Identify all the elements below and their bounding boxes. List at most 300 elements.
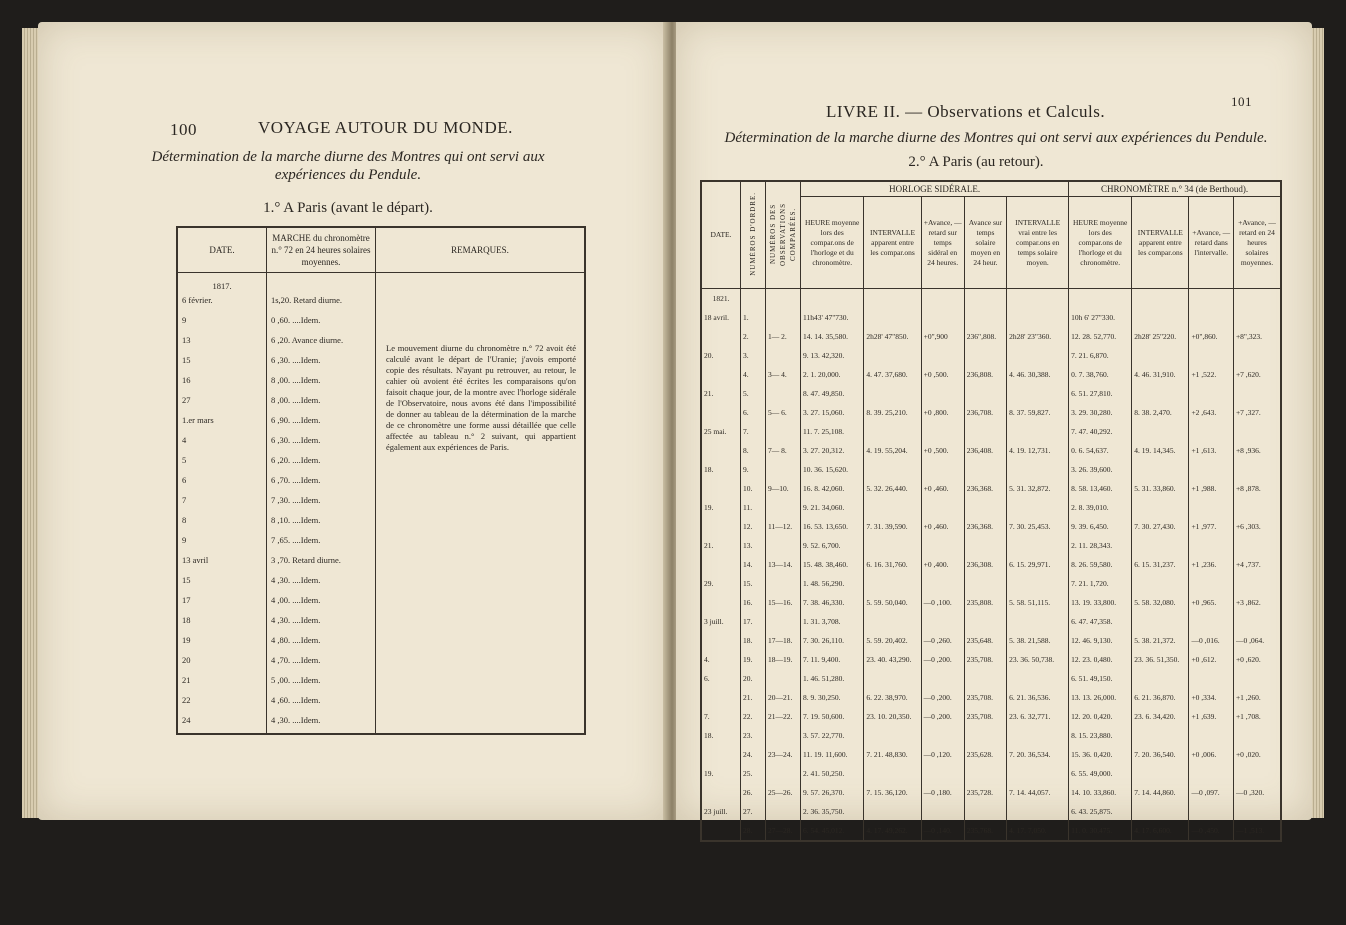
cell-ic <box>1132 308 1189 327</box>
cell-heure: 9. 13. 42,320. <box>801 346 864 365</box>
cell-n1: 6. <box>741 403 766 422</box>
cell-av: —0 ,140. <box>921 821 964 841</box>
cell-heure: 9. 21. 34,060. <box>801 498 864 517</box>
row-marche: 4 ,00. ....Idem. <box>267 593 376 613</box>
row-date: 9 <box>177 313 267 333</box>
cell-ac <box>1189 346 1234 365</box>
table-row <box>701 707 1281 726</box>
cell-hc: 8. 58. 13,460. <box>1069 479 1132 498</box>
cell-interv <box>864 346 921 365</box>
cell-n2: 20—21. <box>766 688 801 707</box>
cell-avm: 236,708. <box>964 403 1006 422</box>
cell-avm <box>964 422 1006 441</box>
col-intervalle: INTERVALLE apparent entre les compar.ons <box>864 197 921 289</box>
cell-hc: 6. 43. 25,875. <box>1069 802 1132 821</box>
cell-a24: +4 ,737. <box>1233 555 1281 574</box>
cell-heure: 15. 48. 38,460. <box>801 555 864 574</box>
cell-avm <box>964 574 1006 593</box>
cell-ac: +1 ,522. <box>1189 365 1234 384</box>
cell-avm: 235,708. <box>964 650 1006 669</box>
row-date: 13 avril <box>177 553 267 573</box>
cell-interv: 8. 39. 25,210. <box>864 403 921 422</box>
table-row <box>701 403 1281 422</box>
table-row <box>701 631 1281 650</box>
cell-date <box>701 479 741 498</box>
cell-ic: 8. 38. 2,470. <box>1132 403 1189 422</box>
row-date: 21 <box>177 673 267 693</box>
table-row <box>701 517 1281 536</box>
year-label-right: 1821. <box>701 289 741 309</box>
cell-ic <box>1132 764 1189 783</box>
cell-av: +0 ,800. <box>921 403 964 422</box>
cell-av: —0 ,100. <box>921 593 964 612</box>
open-book <box>8 8 1338 838</box>
cell-ac <box>1189 764 1234 783</box>
cell-hc: 14. 10. 33,860. <box>1069 783 1132 802</box>
cell-avm <box>964 669 1006 688</box>
cell-date: 19. <box>701 764 741 783</box>
cell-n2 <box>766 498 801 517</box>
cell-date: 21. <box>701 384 741 403</box>
row-marche: 6 ,30. ....Idem. <box>267 353 376 373</box>
cell-heure: 6. 54. 45,012. <box>801 821 864 841</box>
cell-date <box>701 555 741 574</box>
left-page <box>38 22 668 820</box>
cell-av <box>921 802 964 821</box>
row-date: 16 <box>177 373 267 393</box>
cell-ac <box>1189 536 1234 555</box>
cell-ac: +2 ,643. <box>1189 403 1234 422</box>
row-marche: 8 ,00. ....Idem. <box>267 373 376 393</box>
cell-n1: 13. <box>741 536 766 555</box>
cell-av <box>921 384 964 403</box>
cell-av: —0 ,260. <box>921 631 964 650</box>
cell-n2 <box>766 460 801 479</box>
cell-ic <box>1132 384 1189 403</box>
cell-n2 <box>766 726 801 745</box>
cell-date: 19. <box>701 498 741 517</box>
table-row <box>701 783 1281 802</box>
cell-avm: 236,368. <box>964 517 1006 536</box>
cell-heure: 10. 36. 15,620. <box>801 460 864 479</box>
cell-ic <box>1132 536 1189 555</box>
row-date: 1.er mars <box>177 413 267 433</box>
table-row <box>701 308 1281 327</box>
cell-interv: 23. 40. 43,290. <box>864 650 921 669</box>
cell-iv <box>1007 669 1069 688</box>
cell-hc: 10h 6' 27"330. <box>1069 308 1132 327</box>
cell-av: —0 ,180. <box>921 783 964 802</box>
cell-n1: 7. <box>741 422 766 441</box>
cell-hc: 7. 21. 1,720. <box>1069 574 1132 593</box>
cell-interv <box>864 498 921 517</box>
cell-iv <box>1007 308 1069 327</box>
cell-n2 <box>766 612 801 631</box>
cell-avm: 235,708. <box>964 688 1006 707</box>
cell-avm: 236,368. <box>964 479 1006 498</box>
cell-iv <box>1007 498 1069 517</box>
cell-interv: 6. 16. 31,760. <box>864 555 921 574</box>
cell-date <box>701 688 741 707</box>
cell-date: 7. <box>701 707 741 726</box>
cell-av: —0 ,200. <box>921 688 964 707</box>
cell-avm <box>964 308 1006 327</box>
cell-interv <box>864 574 921 593</box>
cell-av <box>921 422 964 441</box>
cell-ic <box>1132 802 1189 821</box>
cell-iv: 7. 20. 36,534. <box>1007 745 1069 764</box>
cell-n1: 17. <box>741 612 766 631</box>
cell-interv <box>864 308 921 327</box>
cell-avm: 236",808. <box>964 327 1006 346</box>
cell-av: +0 ,400. <box>921 555 964 574</box>
table-row <box>701 498 1281 517</box>
cell-heure: 1. 48. 56,290. <box>801 574 864 593</box>
cell-heure: 9. 57. 26,370. <box>801 783 864 802</box>
horloge-chrono-table <box>700 180 1282 842</box>
cell-date: 3 juill. <box>701 612 741 631</box>
cell-iv: 5. 38. 21,588. <box>1007 631 1069 650</box>
cell-hc: 6. 51. 27,810. <box>1069 384 1132 403</box>
cell-iv <box>1007 764 1069 783</box>
cell-ac <box>1189 612 1234 631</box>
cell-a24: +7 ,327. <box>1233 403 1281 422</box>
col-intervalle-vrai: INTERVALLE vrai entre les compar.ons en temps solaire moyen. <box>1007 197 1069 289</box>
cell-hc: 12. 46. 9,130. <box>1069 631 1132 650</box>
cell-n1: 4. <box>741 365 766 384</box>
cell-hc: 9. 39. 6,450. <box>1069 517 1132 536</box>
cell-date <box>701 783 741 802</box>
cell-n2 <box>766 764 801 783</box>
cell-av <box>921 726 964 745</box>
cell-interv <box>864 612 921 631</box>
right-page <box>676 22 1312 835</box>
cell-date: 4. <box>701 650 741 669</box>
cell-date <box>701 441 741 460</box>
cell-iv <box>1007 460 1069 479</box>
cell-a24: +0 ,020. <box>1233 745 1281 764</box>
cell-av <box>921 764 964 783</box>
cell-avm <box>964 536 1006 555</box>
cell-n1: 23. <box>741 726 766 745</box>
row-date: 15 <box>177 353 267 373</box>
cell-ic <box>1132 460 1189 479</box>
cell-date <box>701 745 741 764</box>
row-marche: 0 ,60. ....Idem. <box>267 313 376 333</box>
col-avance-intervalle: +Avance, — retard dans l'intervalle. <box>1189 197 1234 289</box>
col-date: DATE. <box>701 181 741 289</box>
cell-iv: 5. 31. 32,872. <box>1007 479 1069 498</box>
cell-a24 <box>1233 422 1281 441</box>
table-row <box>701 650 1281 669</box>
cell-date <box>701 631 741 650</box>
cell-ac <box>1189 498 1234 517</box>
cell-a24 <box>1233 346 1281 365</box>
cell-ic <box>1132 669 1189 688</box>
cell-date: 25 mai. <box>701 422 741 441</box>
cell-hc: 13. 13. 26,000. <box>1069 688 1132 707</box>
cell-interv: 4. 19. 55,204. <box>864 441 921 460</box>
col-avance-sideral: +Avance, — retard sur temps sidéral en 24 heures. <box>921 197 964 289</box>
cell-a24: +3 ,862. <box>1233 593 1281 612</box>
cell-a24: +8",323. <box>1233 327 1281 346</box>
table-row <box>701 802 1281 821</box>
row-marche: 4 ,80. ....Idem. <box>267 633 376 653</box>
cell-ic: 7. 30. 27,430. <box>1132 517 1189 536</box>
group-chrono: CHRONOMÈTRE n.° 34 (de Berthoud). <box>1069 181 1281 197</box>
table-row <box>701 441 1281 460</box>
cell-date <box>701 821 741 841</box>
cell-ac <box>1189 802 1234 821</box>
table-row <box>701 726 1281 745</box>
cell-n1: 28. <box>741 821 766 841</box>
cell-date: 18 avril. <box>701 308 741 327</box>
cell-heure: 3. 27. 15,060. <box>801 403 864 422</box>
col-avance-24h: +Avance, — retard en 24 heures solaires moyennes. <box>1233 197 1281 289</box>
cell-avm: 235,728. <box>964 783 1006 802</box>
table-row <box>701 669 1281 688</box>
cell-iv <box>1007 802 1069 821</box>
cell-a24 <box>1233 536 1281 555</box>
cell-av: +0 ,460. <box>921 479 964 498</box>
cell-avm: 235,628. <box>964 745 1006 764</box>
cell-av: —0 ,200. <box>921 707 964 726</box>
cell-interv <box>864 536 921 555</box>
cell-hc: 12. 28. 52,770. <box>1069 327 1132 346</box>
table-row <box>701 327 1281 346</box>
cell-av <box>921 308 964 327</box>
cell-hc: 0. 7. 38,760. <box>1069 365 1132 384</box>
cell-n2: 13—14. <box>766 555 801 574</box>
cell-heure: 8. 47. 49,850. <box>801 384 864 403</box>
cell-date: 6. <box>701 669 741 688</box>
cell-n1: 5. <box>741 384 766 403</box>
cell-a24 <box>1233 574 1281 593</box>
cell-n1: 3. <box>741 346 766 365</box>
cell-iv: 4. 17. 7,050. <box>1007 821 1069 841</box>
cell-a24 <box>1233 612 1281 631</box>
page-number: 100 <box>170 120 197 139</box>
cell-n2 <box>766 422 801 441</box>
cell-hc: 3. 29. 30,280. <box>1069 403 1132 422</box>
cell-a24: —0 ,320. <box>1233 783 1281 802</box>
cell-avm <box>964 802 1006 821</box>
cell-iv: 6. 21. 36,536. <box>1007 688 1069 707</box>
cell-ic <box>1132 422 1189 441</box>
cell-heure: 2. 1. 20,000. <box>801 365 864 384</box>
row-date: 5 <box>177 453 267 473</box>
table-row <box>701 764 1281 783</box>
row-date: 13 <box>177 333 267 353</box>
cell-ic: 4. 17. 6,600. <box>1132 821 1189 841</box>
cell-heure: 7. 38. 46,330. <box>801 593 864 612</box>
cell-a24: +8 ,936. <box>1233 441 1281 460</box>
cell-iv <box>1007 612 1069 631</box>
cell-avm <box>964 764 1006 783</box>
cell-interv: 6. 22. 38,970. <box>864 688 921 707</box>
cell-ac: —0 ,450. <box>1189 821 1234 841</box>
cell-a24: +0 ,620. <box>1233 650 1281 669</box>
cell-iv: 4. 46. 30,388. <box>1007 365 1069 384</box>
cell-hc: 0. 6. 54,637. <box>1069 441 1132 460</box>
cell-ic: 5. 31. 33,860. <box>1132 479 1189 498</box>
cell-avm: 235,768. <box>964 821 1006 841</box>
cell-n2 <box>766 384 801 403</box>
cell-interv: 7. 21. 48,830. <box>864 745 921 764</box>
cell-iv: 5. 58. 51,115. <box>1007 593 1069 612</box>
cell-ac: +0",860. <box>1189 327 1234 346</box>
row-marche: 4 ,30. ....Idem. <box>267 573 376 593</box>
cell-avm: 235,808. <box>964 593 1006 612</box>
cell-n1: 14. <box>741 555 766 574</box>
cell-heure: 3. 27. 20,312. <box>801 441 864 460</box>
row-marche: 3 ,70. Retard diurne. <box>267 553 376 573</box>
cell-ac: +0 ,965. <box>1189 593 1234 612</box>
cell-a24: —1 ,513. <box>1233 821 1281 841</box>
table-row <box>701 365 1281 384</box>
cell-ic <box>1132 574 1189 593</box>
cell-n2 <box>766 802 801 821</box>
cell-iv <box>1007 346 1069 365</box>
cell-heure: 16. 53. 13,650. <box>801 517 864 536</box>
cell-avm <box>964 346 1006 365</box>
cell-hc: 8. 26. 59,580. <box>1069 555 1132 574</box>
col-num-obs: NUMÉROS DES OBSERVATIONS COMPARÉES. <box>769 201 797 266</box>
cell-hc: 15. 36. 0,420. <box>1069 745 1132 764</box>
cell-iv: 4. 19. 12,731. <box>1007 441 1069 460</box>
running-head-right: LIVRE II. — Observations et Calculs. <box>826 102 1106 121</box>
row-date: 22 <box>177 693 267 713</box>
cell-n2 <box>766 536 801 555</box>
cell-n1: 11. <box>741 498 766 517</box>
cell-ic: 4. 46. 31,910. <box>1132 365 1189 384</box>
cell-ac <box>1189 669 1234 688</box>
col-num-ordre: NUMÉROS D'ORDRE. <box>749 191 757 276</box>
row-marche: 1s,20. Retard diurne. <box>267 293 376 313</box>
cell-interv: 7. 31. 39,590. <box>864 517 921 536</box>
cell-heure: 3. 57. 22,770. <box>801 726 864 745</box>
cell-ic: 6. 15. 31,237. <box>1132 555 1189 574</box>
cell-heure: 7. 11. 9,400. <box>801 650 864 669</box>
cell-ic <box>1132 612 1189 631</box>
row-marche: 6 ,90. ....Idem. <box>267 413 376 433</box>
row-marche: 6 ,70. ....Idem. <box>267 473 376 493</box>
table-row <box>701 346 1281 365</box>
cell-hc: 6. 55. 49,000. <box>1069 764 1132 783</box>
cell-interv: 4. 17. 49,262. <box>864 821 921 841</box>
cell-n2 <box>766 346 801 365</box>
cell-ac: —0 ,097. <box>1189 783 1234 802</box>
cell-heure: 1. 46. 51,280. <box>801 669 864 688</box>
row-date: 19 <box>177 633 267 653</box>
row-date: 9 <box>177 533 267 553</box>
cell-interv <box>864 422 921 441</box>
cell-n2: 25—26. <box>766 783 801 802</box>
row-marche: 6 ,20. Avance diurne. <box>267 333 376 353</box>
cell-av <box>921 612 964 631</box>
row-date: 15 <box>177 573 267 593</box>
cell-n1: 19. <box>741 650 766 669</box>
cell-ic: 7. 20. 36,540. <box>1132 745 1189 764</box>
cell-heure: 11. 7. 25,108. <box>801 422 864 441</box>
marche-table <box>176 226 586 735</box>
row-date: 8 <box>177 513 267 533</box>
cell-heure: 14. 14. 35,580. <box>801 327 864 346</box>
cell-ic <box>1132 726 1189 745</box>
cell-interv: 2h28' 47"850. <box>864 327 921 346</box>
row-date: 6 février. <box>177 293 267 313</box>
cell-a24: +1 ,708. <box>1233 707 1281 726</box>
cell-n2 <box>766 308 801 327</box>
cell-heure: 1. 31. 3,708. <box>801 612 864 631</box>
cell-n1: 8. <box>741 441 766 460</box>
cell-n2 <box>766 669 801 688</box>
cell-date: 18. <box>701 460 741 479</box>
cell-ac <box>1189 574 1234 593</box>
cell-n1: 26. <box>741 783 766 802</box>
cell-n2: 5— 6. <box>766 403 801 422</box>
cell-n2: 11—12. <box>766 517 801 536</box>
col-intervalle-chrono: INTERVALLE apparent entre les compar.ons <box>1132 197 1189 289</box>
cell-hc: 6. 47. 47,358. <box>1069 612 1132 631</box>
cell-av <box>921 460 964 479</box>
cell-iv: 6. 15. 29,971. <box>1007 555 1069 574</box>
cell-heure: 8. 9. 30,250. <box>801 688 864 707</box>
cell-ac: +0 ,334. <box>1189 688 1234 707</box>
cell-n2 <box>766 574 801 593</box>
col-avance-moyen: Avance sur temps solaire moyen en 24 heur. <box>964 197 1006 289</box>
col-heure: HEURE moyenne lors des compar.ons de l'horloge et du chronomètre. <box>801 197 864 289</box>
col-remarques: REMARQUES. <box>376 227 586 273</box>
cell-avm <box>964 384 1006 403</box>
cell-date: 29. <box>701 574 741 593</box>
table-row <box>701 612 1281 631</box>
cell-hc: 7. 47. 40,292. <box>1069 422 1132 441</box>
row-marche: 7 ,65. ....Idem. <box>267 533 376 553</box>
row-marche: 7 ,30. ....Idem. <box>267 493 376 513</box>
cell-hc: 13. 19. 33,800. <box>1069 593 1132 612</box>
cell-av: +0 ,500. <box>921 441 964 460</box>
table-row <box>701 479 1281 498</box>
cell-avm: 236,308. <box>964 555 1006 574</box>
cell-avm: 235,708. <box>964 707 1006 726</box>
row-date: 18 <box>177 613 267 633</box>
cell-ic: 4. 19. 14,345. <box>1132 441 1189 460</box>
cell-a24 <box>1233 498 1281 517</box>
row-marche: 6 ,20. ....Idem. <box>267 453 376 473</box>
cell-n1: 20. <box>741 669 766 688</box>
cell-ac: —0 ,016. <box>1189 631 1234 650</box>
cell-n1: 27. <box>741 802 766 821</box>
row-date: 27 <box>177 393 267 413</box>
cell-n1: 9. <box>741 460 766 479</box>
cell-n1: 22. <box>741 707 766 726</box>
row-date: 24 <box>177 713 267 734</box>
cell-date <box>701 327 741 346</box>
cell-n2: 9—10. <box>766 479 801 498</box>
cell-a24 <box>1233 764 1281 783</box>
cell-a24: +7 ,620. <box>1233 365 1281 384</box>
cell-heure: 7. 30. 26,110. <box>801 631 864 650</box>
table-row <box>701 422 1281 441</box>
cell-heure: 11. 19. 11,600. <box>801 745 864 764</box>
cell-date: 23 juill. <box>701 802 741 821</box>
cell-ac: +1 ,236. <box>1189 555 1234 574</box>
cell-interv <box>864 764 921 783</box>
remark-text: Le mouvement diurne du chronomètre n.° 72 avoit été calculé avant le départ de l'Uranie; j'avois emporté copie des résultats. N'ayant pu retrouver, au retour, le cahier où avoient été écrites les comparaisons qu'on faisoit chaque jour, de la montre avec l'horloge sidérale de l'Observatoire, nous avons été dans l'impossibilité de donner au tableau de la détermination de la marche de ce chronomètre une forme aussi détaillée que celle affectée au tableau n.° 2 suivant, qui appartient également aux expériences de Paris. <box>376 273 586 735</box>
row-date: 17 <box>177 593 267 613</box>
table-row <box>701 688 1281 707</box>
